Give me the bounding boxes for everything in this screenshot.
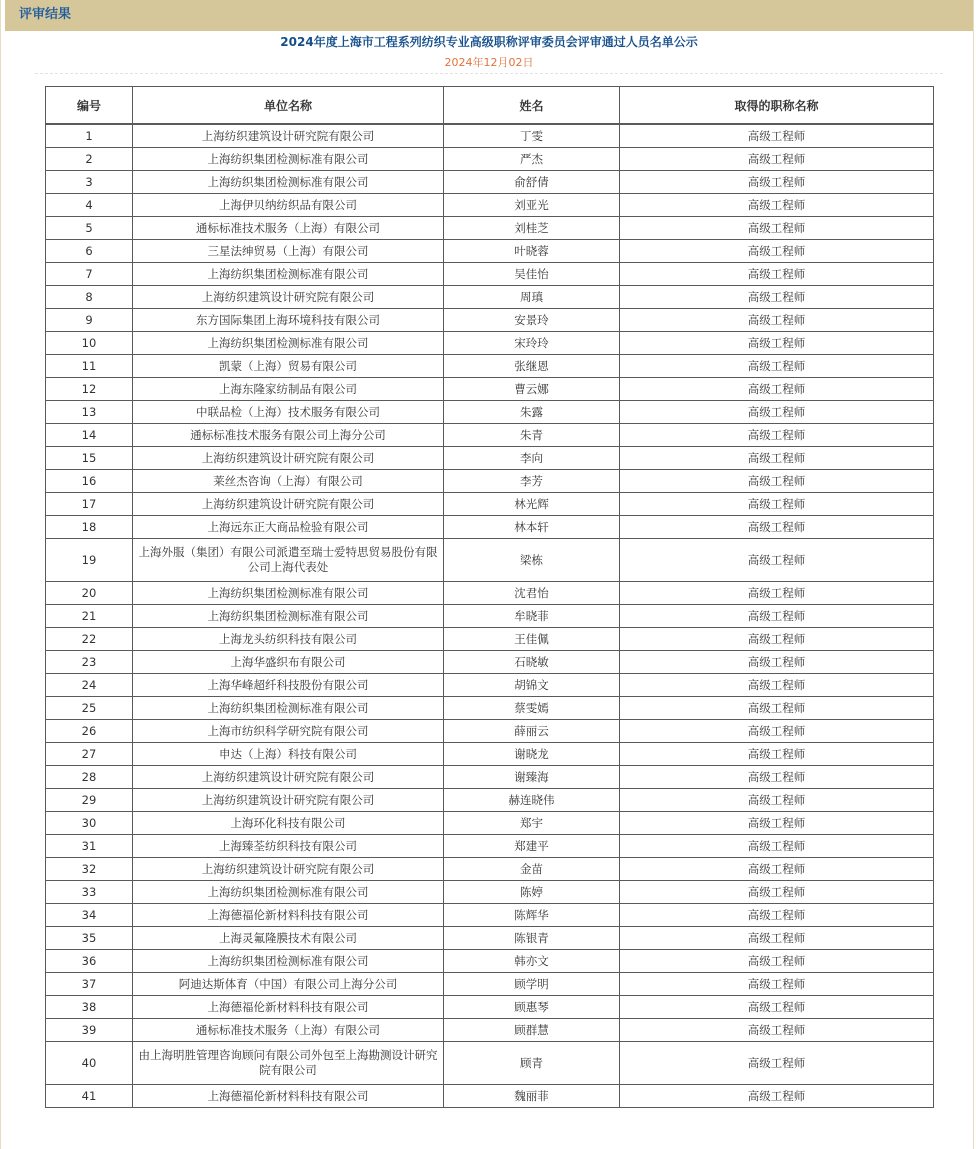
cell-person-name: 李芳 [444, 470, 620, 493]
table-row [46, 378, 934, 401]
cell-unit-name: 上海纺织建筑设计研究院有限公司 [133, 447, 444, 470]
cell-title: 高级工程师 [620, 789, 934, 812]
cell-unit-name: 申达（上海）科技有限公司 [133, 743, 444, 766]
notice-title: 2024年度上海市工程系列纺织专业高级职称评审委员会评审通过人员名单公示 [280, 35, 698, 49]
cell-unit-name: 上海纺织集团检测标准有限公司 [133, 881, 444, 904]
cell-person-name: 朱青 [444, 424, 620, 447]
table-row [46, 720, 934, 743]
cell-number: 23 [46, 651, 133, 674]
cell-unit-name: 上海纺织建筑设计研究院有限公司 [133, 789, 444, 812]
cell-person-name: 张继恩 [444, 355, 620, 378]
section-label: 评审结果 [19, 7, 72, 22]
cell-unit-name: 莱丝杰咨询（上海）有限公司 [133, 470, 444, 493]
cell-unit-name: 上海纺织建筑设计研究院有限公司 [133, 286, 444, 309]
cell-number: 3 [46, 171, 133, 194]
cell-person-name: 宋玲玲 [444, 332, 620, 355]
cell-unit-name: 上海纺织建筑设计研究院有限公司 [133, 766, 444, 789]
table-row [46, 743, 934, 766]
table-row [46, 194, 934, 217]
cell-person-name: 顾群慧 [444, 1019, 620, 1042]
cell-number: 27 [46, 743, 133, 766]
cell-person-name: 林光辉 [444, 493, 620, 516]
cell-person-name: 胡锦文 [444, 674, 620, 697]
cell-unit-name: 东方国际集团上海环境科技有限公司 [133, 309, 444, 332]
cell-unit-name: 上海环化科技有限公司 [133, 812, 444, 835]
cell-person-name: 牟晓菲 [444, 605, 620, 628]
cell-number: 10 [46, 332, 133, 355]
cell-number: 5 [46, 217, 133, 240]
cell-number: 22 [46, 628, 133, 651]
cell-title: 高级工程师 [620, 651, 934, 674]
cell-number: 8 [46, 286, 133, 309]
cell-number: 13 [46, 401, 133, 424]
cell-title: 高级工程师 [620, 904, 934, 927]
cell-unit-name: 上海纺织建筑设计研究院有限公司 [133, 124, 444, 148]
cell-unit-name: 由上海明胜管理咨询顾问有限公司外包至上海勘测设计研究院有限公司 [133, 1042, 444, 1085]
cell-unit-name: 凯蒙（上海）贸易有限公司 [133, 355, 444, 378]
cell-unit-name: 中联品检（上海）技术服务有限公司 [133, 401, 444, 424]
table-row [46, 950, 934, 973]
cell-person-name: 薛丽云 [444, 720, 620, 743]
cell-number: 29 [46, 789, 133, 812]
cell-unit-name: 上海纺织集团检测标准有限公司 [133, 697, 444, 720]
cell-unit-name: 上海纺织集团检测标准有限公司 [133, 263, 444, 286]
table-row [46, 1085, 934, 1108]
table-row [46, 996, 934, 1019]
cell-title: 高级工程师 [620, 240, 934, 263]
table-row [46, 904, 934, 927]
cell-title: 高级工程师 [620, 582, 934, 605]
table-row [46, 355, 934, 378]
table-row [46, 217, 934, 240]
cell-person-name: 顾学明 [444, 973, 620, 996]
cell-number: 30 [46, 812, 133, 835]
cell-person-name: 顾青 [444, 1042, 620, 1085]
cell-number: 20 [46, 582, 133, 605]
cell-unit-name: 上海纺织建筑设计研究院有限公司 [133, 493, 444, 516]
cell-title: 高级工程师 [620, 858, 934, 881]
cell-unit-name: 上海纺织集团检测标准有限公司 [133, 950, 444, 973]
table-row [46, 124, 934, 148]
cell-number: 32 [46, 858, 133, 881]
table-row [46, 171, 934, 194]
cell-title: 高级工程师 [620, 927, 934, 950]
cell-number: 17 [46, 493, 133, 516]
cell-unit-name: 上海远东正大商品检验有限公司 [133, 516, 444, 539]
cell-person-name: 安景玲 [444, 309, 620, 332]
cell-number: 6 [46, 240, 133, 263]
cell-title: 高级工程师 [620, 401, 934, 424]
table-row [46, 1019, 934, 1042]
cell-number: 18 [46, 516, 133, 539]
cell-person-name: 叶晓蓉 [444, 240, 620, 263]
cell-person-name: 王佳佩 [444, 628, 620, 651]
cell-person-name: 俞舒倩 [444, 171, 620, 194]
cell-number: 39 [46, 1019, 133, 1042]
cell-title: 高级工程师 [620, 1042, 934, 1085]
cell-person-name: 陈银青 [444, 927, 620, 950]
cell-number: 19 [46, 539, 133, 582]
cell-unit-name: 上海臻荃纺织科技有限公司 [133, 835, 444, 858]
cell-number: 9 [46, 309, 133, 332]
cell-number: 4 [46, 194, 133, 217]
cell-title: 高级工程师 [620, 539, 934, 582]
table-row [46, 516, 934, 539]
cell-number: 24 [46, 674, 133, 697]
table-body [46, 124, 934, 1108]
cell-unit-name: 上海德福伦新材料科技有限公司 [133, 996, 444, 1019]
cell-number: 7 [46, 263, 133, 286]
cell-person-name: 吴佳怡 [444, 263, 620, 286]
cell-title: 高级工程师 [620, 766, 934, 789]
cell-number: 38 [46, 996, 133, 1019]
table-row [46, 401, 934, 424]
cell-unit-name: 上海龙头纺织科技有限公司 [133, 628, 444, 651]
cell-number: 34 [46, 904, 133, 927]
cell-unit-name: 阿迪达斯体育（中国）有限公司上海分公司 [133, 973, 444, 996]
cell-person-name: 丁雯 [444, 124, 620, 148]
cell-person-name: 郑建平 [444, 835, 620, 858]
cell-title: 高级工程师 [620, 516, 934, 539]
cell-title: 高级工程师 [620, 697, 934, 720]
cell-title: 高级工程师 [620, 996, 934, 1019]
table-row [46, 582, 934, 605]
cell-title: 高级工程师 [620, 1085, 934, 1108]
cell-person-name: 林本轩 [444, 516, 620, 539]
table-row [46, 539, 934, 582]
cell-title: 高级工程师 [620, 628, 934, 651]
cell-title: 高级工程师 [620, 881, 934, 904]
cell-person-name: 曹云娜 [444, 378, 620, 401]
cell-person-name: 蔡雯嫣 [444, 697, 620, 720]
cell-title: 高级工程师 [620, 263, 934, 286]
table-row [46, 332, 934, 355]
cell-title: 高级工程师 [620, 743, 934, 766]
cell-person-name: 陈婷 [444, 881, 620, 904]
cell-title: 高级工程师 [620, 674, 934, 697]
cell-number: 33 [46, 881, 133, 904]
cell-title: 高级工程师 [620, 470, 934, 493]
cell-title: 高级工程师 [620, 950, 934, 973]
cell-person-name: 刘桂芝 [444, 217, 620, 240]
cell-unit-name: 上海华盛织布有限公司 [133, 651, 444, 674]
table-row [46, 651, 934, 674]
cell-person-name: 顾惠琴 [444, 996, 620, 1019]
cell-title: 高级工程师 [620, 447, 934, 470]
cell-person-name: 沈君怡 [444, 582, 620, 605]
cell-unit-name: 上海东隆家纺制品有限公司 [133, 378, 444, 401]
cell-person-name: 石晓敏 [444, 651, 620, 674]
table-row [46, 1042, 934, 1085]
cell-title: 高级工程师 [620, 171, 934, 194]
cell-person-name: 魏丽菲 [444, 1085, 620, 1108]
cell-unit-name: 通标标准技术服务（上海）有限公司 [133, 1019, 444, 1042]
cell-person-name: 金苗 [444, 858, 620, 881]
cell-person-name: 谢晓龙 [444, 743, 620, 766]
cell-number: 31 [46, 835, 133, 858]
cell-number: 2 [46, 148, 133, 171]
cell-title: 高级工程师 [620, 835, 934, 858]
cell-title: 高级工程师 [620, 217, 934, 240]
table-row [46, 309, 934, 332]
cell-title: 高级工程师 [620, 605, 934, 628]
cell-unit-name: 上海纺织集团检测标准有限公司 [133, 582, 444, 605]
cell-unit-name: 通标标准技术服务（上海）有限公司 [133, 217, 444, 240]
cell-number: 21 [46, 605, 133, 628]
cell-title: 高级工程师 [620, 720, 934, 743]
cell-number: 16 [46, 470, 133, 493]
section-header [5, 0, 973, 31]
cell-title: 高级工程师 [620, 973, 934, 996]
table-row [46, 674, 934, 697]
cell-person-name: 梁栋 [444, 539, 620, 582]
cell-number: 26 [46, 720, 133, 743]
cell-number: 36 [46, 950, 133, 973]
cell-title: 高级工程师 [620, 812, 934, 835]
cell-unit-name: 上海德福伦新材料科技有限公司 [133, 1085, 444, 1108]
cell-number: 37 [46, 973, 133, 996]
cell-unit-name: 上海纺织集团检测标准有限公司 [133, 332, 444, 355]
cell-number: 28 [46, 766, 133, 789]
cell-person-name: 李向 [444, 447, 620, 470]
cell-title: 高级工程师 [620, 332, 934, 355]
cell-number: 40 [46, 1042, 133, 1085]
table-row [46, 447, 934, 470]
cell-unit-name: 上海纺织集团检测标准有限公司 [133, 171, 444, 194]
table-row [46, 263, 934, 286]
table-row [46, 835, 934, 858]
cell-unit-name: 上海市纺织科学研究院有限公司 [133, 720, 444, 743]
cell-title: 高级工程师 [620, 194, 934, 217]
table-row [46, 240, 934, 263]
cell-title: 高级工程师 [620, 286, 934, 309]
cell-number: 11 [46, 355, 133, 378]
column-header-name: 姓名 [444, 87, 620, 125]
cell-person-name: 赫连晓伟 [444, 789, 620, 812]
cell-person-name: 韩亦文 [444, 950, 620, 973]
table-header-row [46, 87, 934, 125]
cell-unit-name: 通标标准技术服务有限公司上海分公司 [133, 424, 444, 447]
column-header-number: 编号 [46, 87, 133, 125]
table-row [46, 697, 934, 720]
table-row [46, 766, 934, 789]
cell-number: 12 [46, 378, 133, 401]
cell-number: 14 [46, 424, 133, 447]
cell-unit-name: 上海纺织集团检测标准有限公司 [133, 148, 444, 171]
cell-title: 高级工程师 [620, 378, 934, 401]
cell-person-name: 周瑱 [444, 286, 620, 309]
cell-number: 15 [46, 447, 133, 470]
table-row [46, 470, 934, 493]
cell-number: 1 [46, 124, 133, 148]
table-row [46, 881, 934, 904]
results-table [45, 86, 934, 1108]
cell-unit-name: 三星法绅贸易（上海）有限公司 [133, 240, 444, 263]
table-row [46, 858, 934, 881]
cell-unit-name: 上海伊贝纳纺织品有限公司 [133, 194, 444, 217]
notice-date: 2024年12月02日 [444, 56, 534, 69]
cell-title: 高级工程师 [620, 309, 934, 332]
cell-person-name: 陈辉华 [444, 904, 620, 927]
cell-unit-name: 上海华峰超纤科技股份有限公司 [133, 674, 444, 697]
cell-number: 41 [46, 1085, 133, 1108]
table-row [46, 493, 934, 516]
table-row [46, 424, 934, 447]
cell-person-name: 刘亚光 [444, 194, 620, 217]
table-row [46, 286, 934, 309]
cell-title: 高级工程师 [620, 493, 934, 516]
cell-title: 高级工程师 [620, 124, 934, 148]
table-row [46, 605, 934, 628]
cell-unit-name: 上海德福伦新材料科技有限公司 [133, 904, 444, 927]
cell-person-name: 严杰 [444, 148, 620, 171]
cell-unit-name: 上海纺织建筑设计研究院有限公司 [133, 858, 444, 881]
cell-unit-name: 上海纺织集团检测标准有限公司 [133, 605, 444, 628]
cell-person-name: 朱露 [444, 401, 620, 424]
cell-title: 高级工程师 [620, 1019, 934, 1042]
column-header-unit: 单位名称 [133, 87, 444, 125]
table-row [46, 973, 934, 996]
table-row [46, 789, 934, 812]
table-row [46, 927, 934, 950]
table-row [46, 148, 934, 171]
cell-title: 高级工程师 [620, 355, 934, 378]
table-row [46, 628, 934, 651]
cell-number: 25 [46, 697, 133, 720]
cell-title: 高级工程师 [620, 424, 934, 447]
cell-number: 35 [46, 927, 133, 950]
cell-unit-name: 上海灵氟隆膜技术有限公司 [133, 927, 444, 950]
column-header-title: 取得的职称名称 [620, 87, 934, 125]
cell-unit-name: 上海外服（集团）有限公司派遣至瑞士爱特思贸易股份有限公司上海代表处 [133, 539, 444, 582]
cell-title: 高级工程师 [620, 148, 934, 171]
table-row [46, 812, 934, 835]
cell-person-name: 郑宇 [444, 812, 620, 835]
cell-person-name: 谢臻海 [444, 766, 620, 789]
divider [35, 73, 943, 74]
